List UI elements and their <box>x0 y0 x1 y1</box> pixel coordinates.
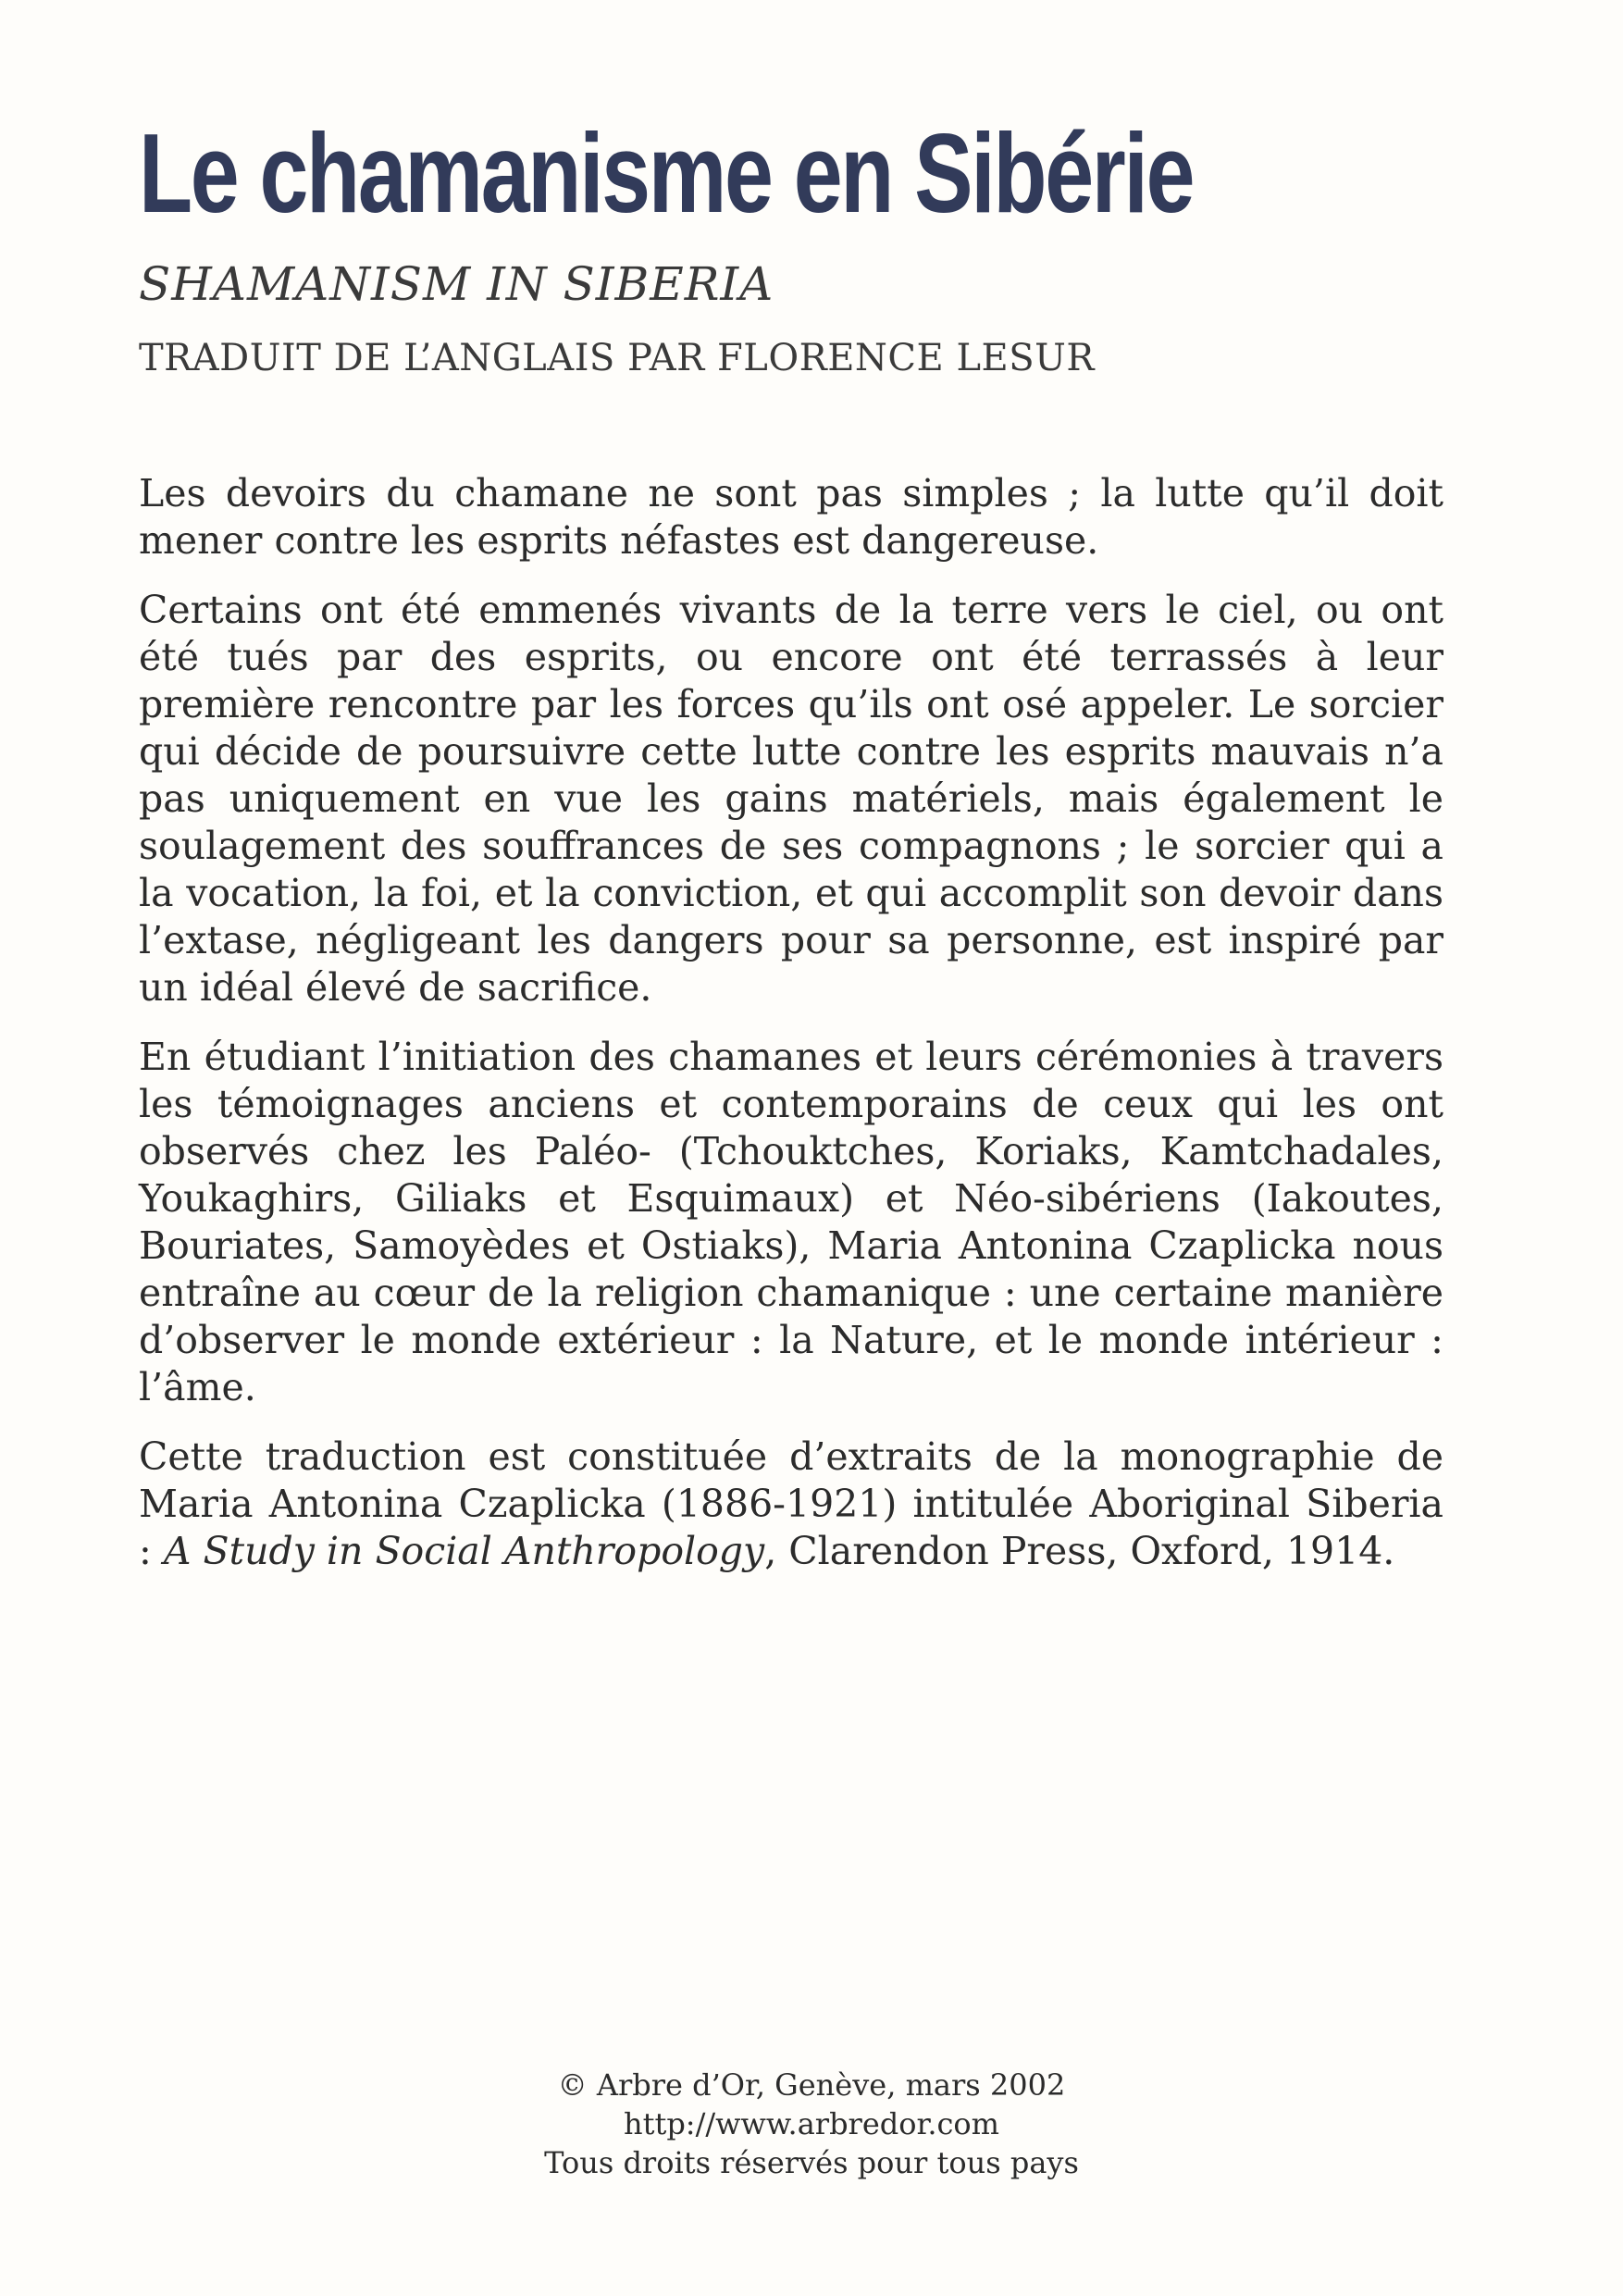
colophon <box>0 2066 1623 2182</box>
translator-credit: TRADUIT DE L’ANGLAIS PAR FLORENCE LESUR <box>139 337 1095 379</box>
page-title: Le chamanisme en Sibérie <box>139 110 1194 236</box>
rights-notice: Tous droits réservés pour tous pays <box>544 2145 1079 2180</box>
paragraph-2: Certains ont été emmenés vivants de la terre vers le ciel, ou ont été tués par des esprits, ou encore ont été terrassés à leur première rencontre par les forces qu’ils ont osé appeler. Le sorcier qui décide de poursuivre cette lutte contre les esprits mauvais n’a pas uniquement en vue les gains matériels, mais également le soulagement des souffrances de ses compagnons ; le sorcier qui a la vocation, la foi, et la conviction, et qui accomplit son devoir dans l’extase, négligeant les dangers pour sa personne, est inspiré par un idéal élevé de sacrifice. <box>139 588 1443 1010</box>
website-url: http://www.arbredor.com <box>623 2106 1000 2141</box>
paragraph-4-start: Cette traduction est constituée d’extraits de la monographie de Maria Antonina Czaplicka (1886-1921) intitulée Aboriginal Siberia : <box>139 1434 1443 1573</box>
original-title: SHAMANISM IN SIBERIA <box>139 257 774 311</box>
paragraph-1: Les devoirs du chamane ne sont pas simples ; la lutte qu’il doit mener contre les esprits néfastes est dangereuse. <box>139 471 1443 563</box>
paragraph-4-end: , Clarendon Press, Oxford, 1914. <box>764 1529 1395 1573</box>
book-subtitle: A Study in Social Anthropology <box>163 1529 765 1573</box>
body-text <box>139 470 1443 1597</box>
paragraph-4 <box>139 1433 1443 1575</box>
paragraph-3: En étudiant l’initiation des chamanes et leurs cérémonies à travers les témoignages anciens et contemporains de ceux qui les ont observés chez les Paléo- (Tchouktches, Koriaks, Kamtchadales, Youkaghirs, Giliaks et Esquimaux) et Néo-sibériens (Iakoutes, Bouriates, Samoyèdes et Ostiaks), Maria Antonina Czaplicka nous entraîne au cœur de la religion chamanique : une certaine manière d’observer le monde extérieur : la Nature, et le monde intérieur : l’âme. <box>139 1035 1443 1409</box>
copyright-line: © Arbre d’Or, Genève, mars 2002 <box>557 2067 1066 2103</box>
